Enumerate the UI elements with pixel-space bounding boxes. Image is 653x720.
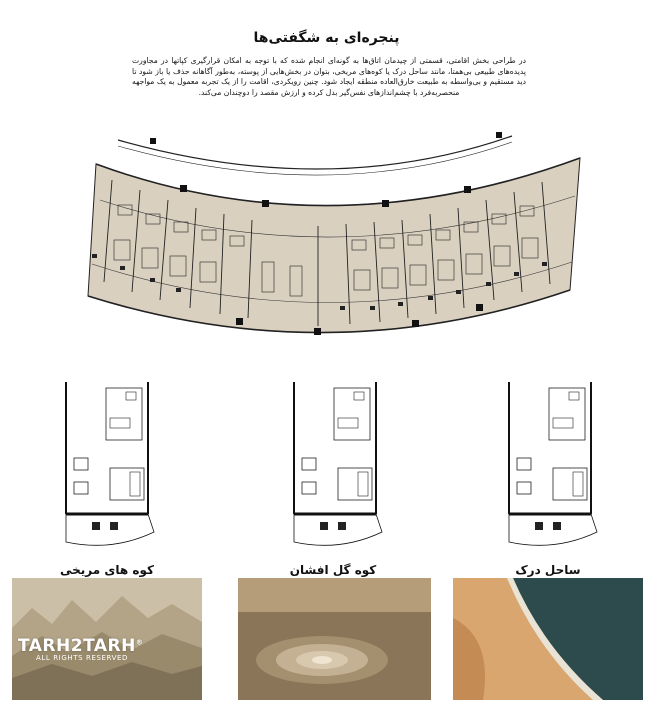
photo-mud-volcano — [238, 578, 431, 700]
brand-logo: TARH2TARH — [18, 636, 136, 656]
photo-darak-beach — [453, 578, 643, 700]
rights-text: ALL RIGHTS RESERVED — [36, 654, 129, 662]
intro-paragraph: در طراحی بخش اقامتی، قسمتی از چیدمان اتاق‌ها به گونه‌ای انجام شده که با توجه به امکان قرارگیری کپاتها در مجاورت پدیده‌های طبیعی بی‌همتا، مانند ساحل درک یا کوه‌های مریخی، بتوان در بخش‌هایی از پوسته، به‌طور آگاهانه حذف یا باز شود تا دید مستقیم و بی‌واسطه به طبیعت خارق‌العاده منطقه ایجاد شود. چنین رویکردی، اقامت را از یک تجربه معمول به یک مواجهه منحصربه‌فرد با چشم‌اندازهای نفس‌گیر بدل کرده و ارزش مقصد را دوچندان می‌کند. — [132, 56, 526, 97]
unit-plan-darak-beach — [505, 382, 615, 554]
caption-darak-beach: ساحل درک — [515, 563, 581, 577]
unit-plan-mud-volcano — [290, 382, 400, 554]
unit-plan-martian — [62, 382, 172, 554]
caption-mud-volcano: کوه گل افشان — [289, 563, 377, 577]
page-title: پنجره‌ای به شگفتی‌ها — [253, 30, 400, 46]
registered-mark: ® — [135, 638, 144, 647]
brand-watermark — [18, 636, 143, 662]
caption-martian-mountains: کوه های مریخی — [60, 563, 154, 577]
